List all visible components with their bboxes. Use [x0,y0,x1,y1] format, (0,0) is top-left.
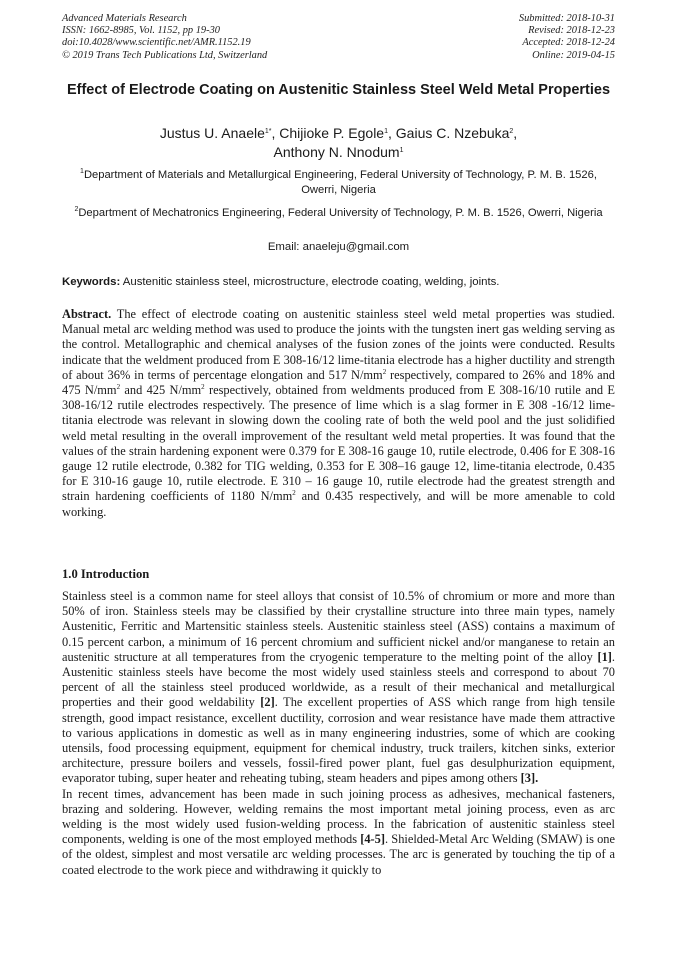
author-separator: , [388,125,396,141]
accepted-date: Accepted: 2018-12-24 [522,37,615,49]
author-list [62,124,615,162]
online-date: Online: 2019-04-15 [532,49,615,61]
abstract-label: Abstract. [62,307,112,321]
keywords-text: Austenitic stainless steel, microstructure, electrode coating, welding, joints. [120,276,500,288]
affiliation-2 [62,206,615,221]
journal-header-left [62,13,267,62]
abstract [62,307,615,520]
citation-link[interactable]: [2] [260,695,275,710]
citation-link[interactable]: [1] [597,649,612,664]
author-separator: , [271,125,280,141]
abstract-text: The effect of electrode coating on austenitic stainless steel weld metal properties was studied. Manual metal arc welding method was used to produce the joints with the tungsten inert gas welding serving as the control. Metallographic and chemical analyses of the fusion zones of the joints were conducted. Results indicate that the weldment produced from E 308-16/12 lime-titania electrode has a higher ductility and strength of about 36% in terms of percentage elongation and 517 N/mm [62,307,615,382]
journal-header-right [519,13,615,62]
affiliation-text: Department of Materials and Metallurgical Engineering, Federal University of Technology, P. M. B. 1526, Owerri, Nigeria [83,169,597,196]
paragraph-text: . Austenitic stainless steels have become the most widely used stainless steels and correspond to about 70 percent of all the stainless steel produced worldwide, as a result of their mechanical and metallurgical properties and their good weldability [62,649,615,710]
keywords [62,275,615,289]
citation-link[interactable]: [4-5] [360,832,386,847]
paragraph [62,589,615,787]
paragraph-text: In recent times, advancement has been made in such joining process as adhesives, mechanical fasteners, brazing and soldering. However, welding remains the most important metal joining process, even as arc welding is the most widely used fusion-welding process. In the fabrication of austenitic stainless steel components, welding is one of the most employed methods [62,786,615,847]
author-name: Justus U. Anaele [159,125,265,141]
abstract-text: and 425 N/mm [120,383,202,398]
author-affiliation-mark: 1 [384,128,388,135]
superscript: 2 [292,489,296,498]
author-name: Chijioke P. Egole [279,125,385,141]
paragraph-text: Stainless steel is a common name for steel alloys that consist of 10.5% of chromium or more and more than 50% of iron. Stainless steels may be classified by their crystalline structure into three main types, namely Austenitic, Ferritic and Martensitic stainless steels. Austenitic stainless steel (ASS) contains a maximum of 0.15 percent carbon, a minimum of 16 percent chromium and sufficient nickel and/or manganese to retain an austenitic structure at all temperatures from the cryogenic temperature to the melting point of the alloy [62,589,615,664]
superscript: 2 [116,383,121,392]
issn-line: ISSN: 1662-8985, Vol. 1152, pp 19-30 [62,25,220,37]
paragraph [62,787,615,878]
section-heading-introduction: 1.0 Introduction [62,567,150,581]
paragraph-text: . Shielded-Metal Arc Welding (SMAW) is one of the oldest, simplest and most versatile arc welding processes. The arc is generated by touching the tip of a coated electrode to the work piece and withdrawing it quickly to [62,832,615,877]
author-affiliation-mark: 2 [509,128,514,135]
author-affiliation-mark: 1* [264,128,272,135]
keywords-label: Keywords: [62,276,121,288]
copyright-line: © 2019 Trans Tech Publications Ltd, Switzerland [62,49,268,61]
submitted-date: Submitted: 2018-10-31 [518,13,615,24]
abstract-text: and 0.435 respectively, and will be more amenable to cold working. [62,489,615,519]
paragraph-text: . The excellent properties of ASS which range from high tensile strength, good impact resistance, excellent ductility, corrosion and wear resistance have made them attractive to various applications in domestic as well as in many engineering industries, some of which are cooking utensils, food processing equipment, equipment for chemical industry, truck trailers, kitchen sinks, exterior architecture, pressure boilers and vessels, fossil-fired power plant, fuel gas desulphurization equipment, evaporator tubing, super heater and reheating tubing, steam headers and pipes among others [62,695,616,786]
superscript: 2 [382,367,387,376]
abstract-text: respectively, obtained from weldments produced from E 308-16/10 rutile and E 308-16/12 rutile electrodes respectively. The presence of lime which is a slag former in E 308 -16/12 lime-titania electrode was relevant in slowing down the cooling rate of both the weld pool and the just solidified weld metal resulting in the overall improvement of the resultant weld metal properties. It was found that the values of the strain hardening exponent were 0.379 for E 308-16 gauge 10, rutile electrode, 0.406 for E 308-16 gauge 12 rutile electrode, 0.382 for TIG welding, 0.353 for E 308–16 gauge 12, lime-titania electrode, 0.435 for E 310-16 gauge 10, rutile electrode. E 310 – 16 gauge 10, rutile electrode had the greatest strength and strain hardening coefficients of 1180 N/mm [62,383,616,504]
affiliation-mark: 1 [80,168,84,175]
affiliation-text: Department of Mechatronics Engineering, Federal University of Technology, P. M. B. 1526, Owerri, Nigeria [78,207,603,219]
journal-name: Advanced Materials Research [62,13,187,24]
author-affiliation-mark: 1 [399,147,404,154]
affiliation-1 [62,168,615,198]
citation-link[interactable]: [3]. [520,771,539,786]
affiliation-mark: 2 [74,206,79,213]
contact-email[interactable]: Email: anaeleju@gmail.com [267,241,410,253]
abstract-text: respectively, compared to 26% and 18% and 475 N/mm [62,367,616,398]
paper-title: Effect of Electrode Coating on Austenitic Stainless Steel Weld Metal Properties [66,82,611,98]
superscript: 2 [201,383,205,392]
doi-line[interactable]: doi:10.4028/www.scientific.net/AMR.1152.19 [62,37,251,49]
author-name: Gaius C. Nzebuka [395,125,510,141]
introduction-body [62,589,615,878]
author-name: Anthony N. Nnodum [273,144,400,160]
revised-date: Revised: 2018-12-23 [528,25,615,37]
author-separator: , [513,125,518,141]
